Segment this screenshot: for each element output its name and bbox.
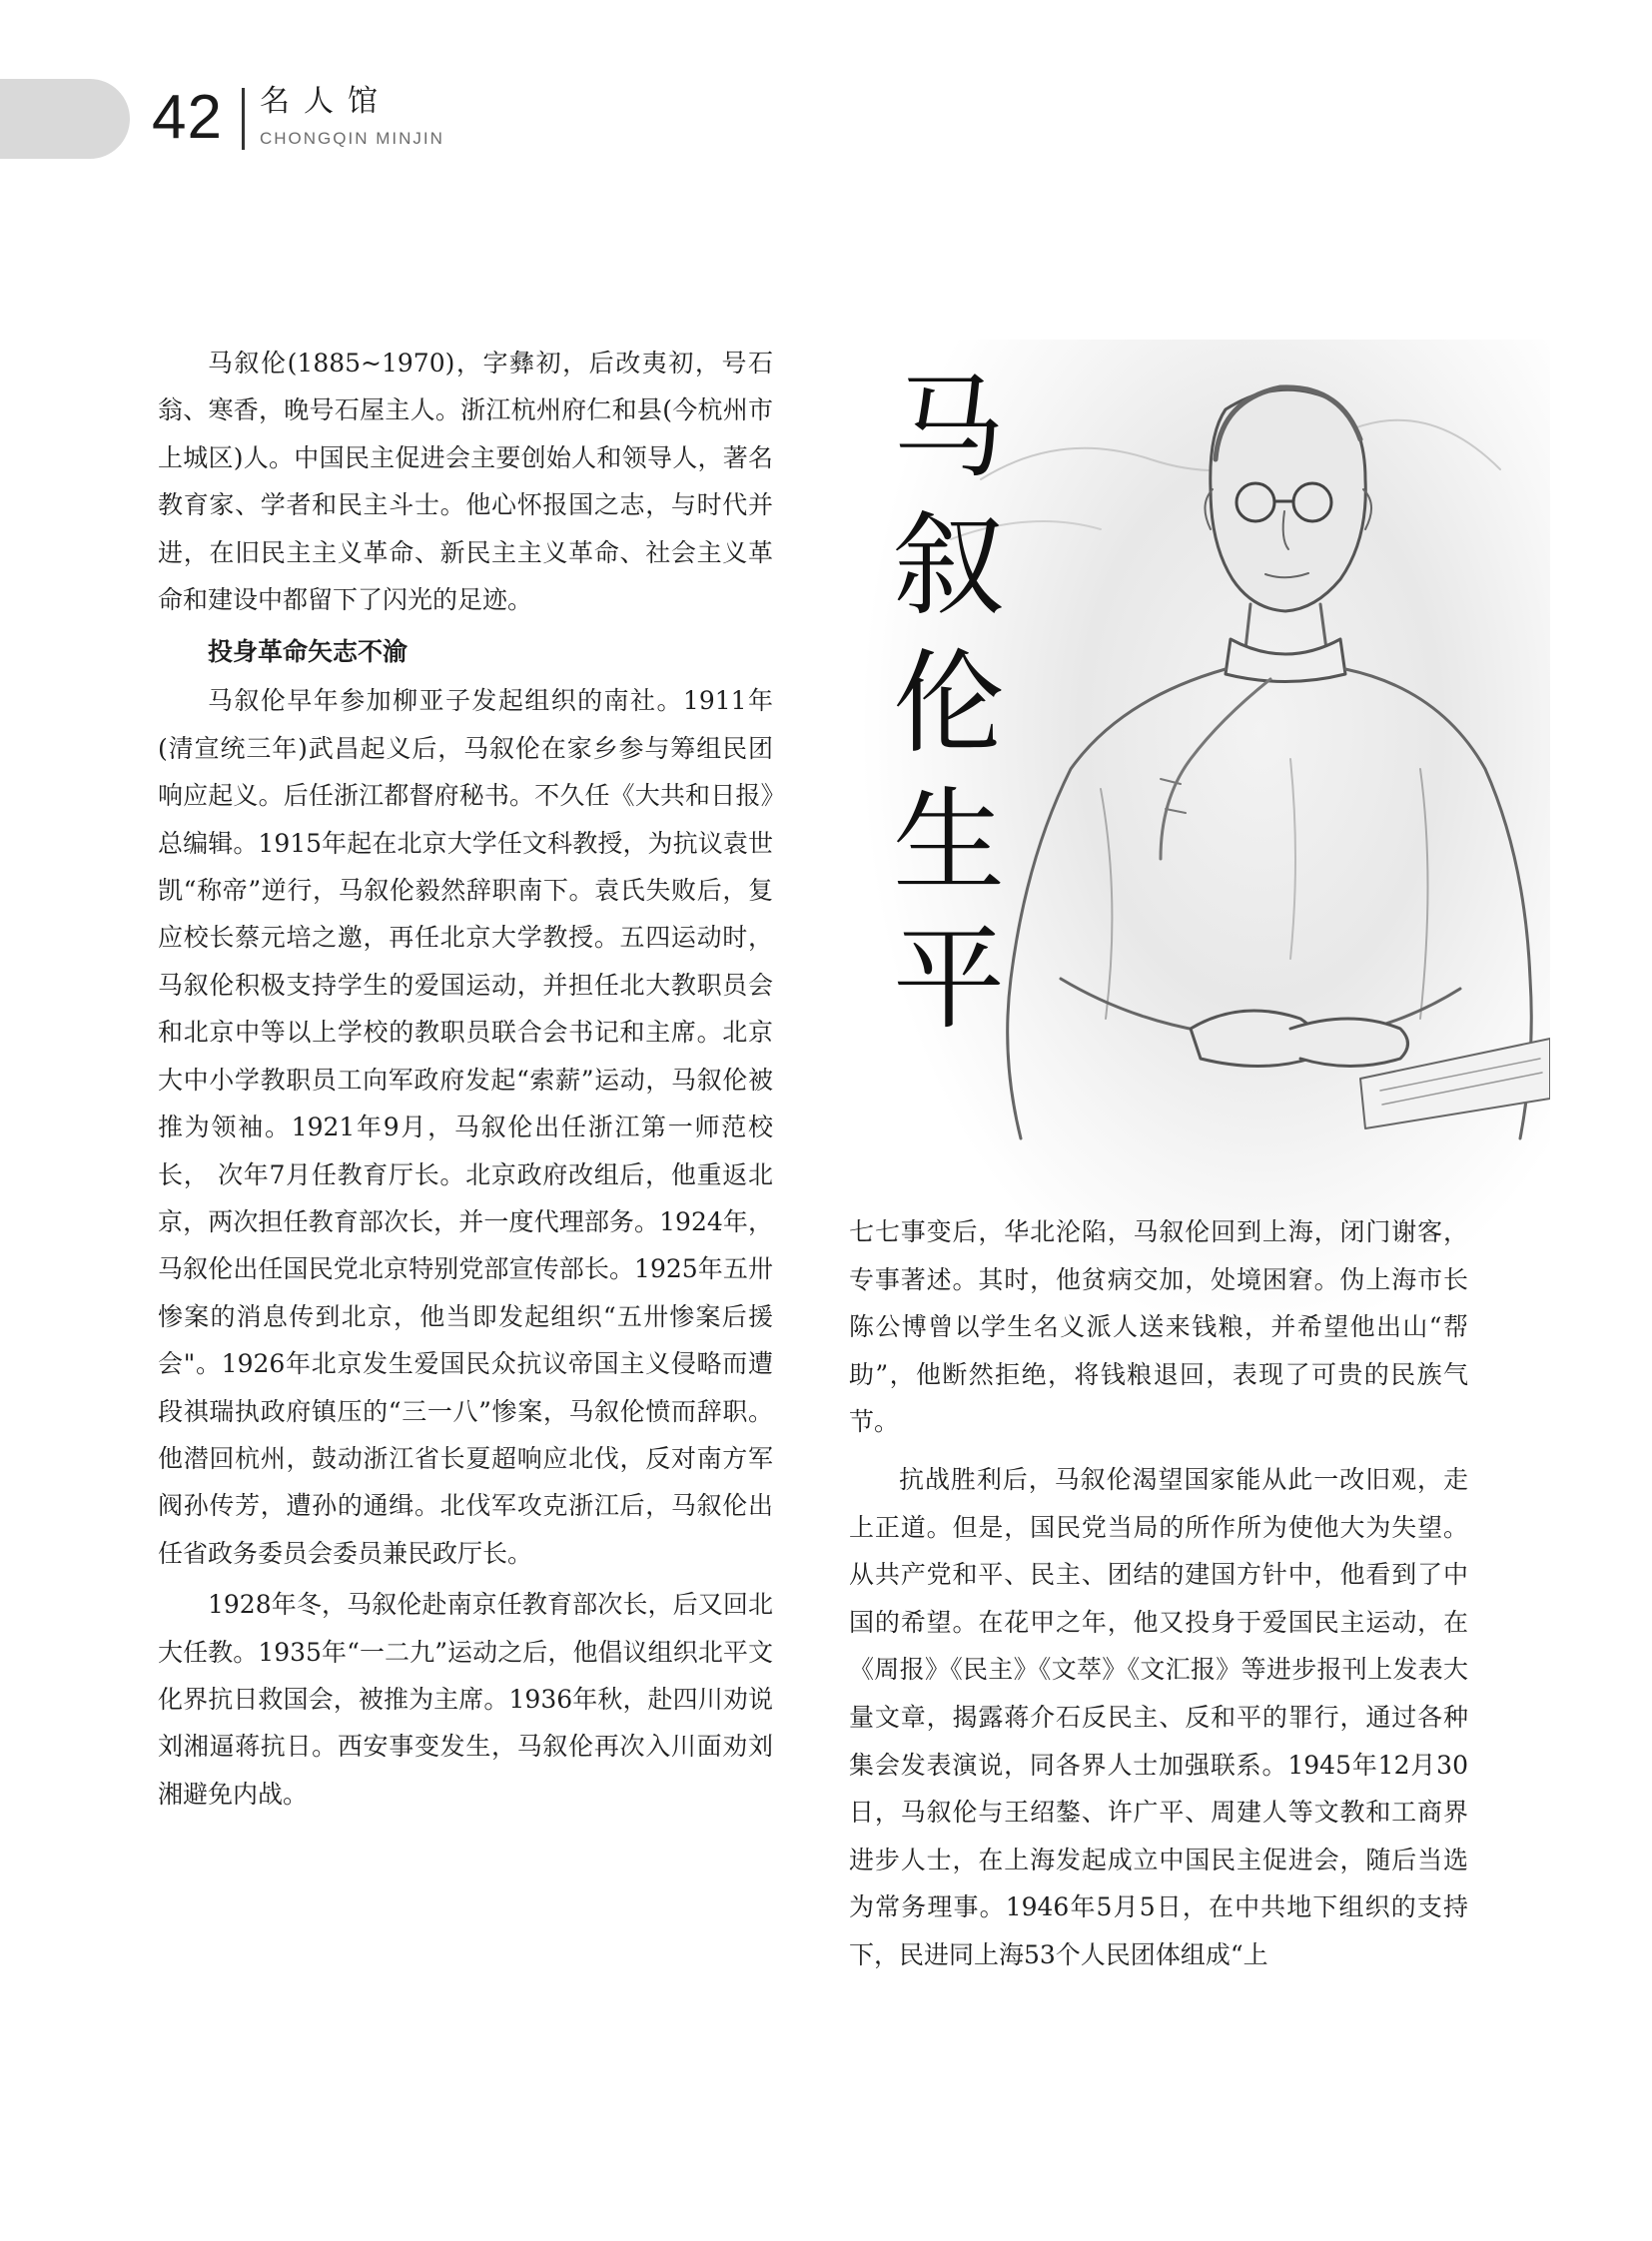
right-column <box>849 1208 1468 1979</box>
header-divider <box>242 88 245 150</box>
article-title <box>879 360 1019 1049</box>
body-paragraph: 抗战胜利后，马叙伦渴望国家能从此一改旧观，走上正道。但是，国民党当局的所作所为使他大为失望。从共产党和平、民主、团结的建国方针中，他看到了中国的希望。在花甲之年，他又投身于爱国民主运动，在《周报》《民主》《文萃》《文汇报》等进步报刊上发表大量文章，揭露蒋介石反民主、反和平的罪行，通过各种集会发表演说，同各界人士加强联系。1945年12月30日，马叙伦与王绍鏊、许广平、周建人等文教和工商界进步人士，在上海发起成立中国民主促进会，随后当选为常务理事。1946年5月5日，在中共地下组织的支持下，民进同上海53个人民团体组成“上 <box>849 1464 1468 1969</box>
title-char: 生 <box>893 777 1005 907</box>
title-char: 平 <box>893 915 1005 1045</box>
page-number: 42 <box>152 83 223 152</box>
column-name: 名人馆 <box>260 84 392 119</box>
header-tab <box>0 79 130 159</box>
body-paragraph: 马叙伦早年参加柳亚子发起组织的南社。1911年(清宣统三年)武昌起义后，马叙伦在家乡参与筹组民团响应起义。后任浙江都督府秘书。不久任《大共和日报》总编辑。1915年起在北京大学任文科教授，为抗议袁世凯“称帝”逆行，马叙伦毅然辞职南下。袁氏失败后，复应校长蔡元培之邀，再任北京大学教授。五四运动时，马叙伦积极支持学生的爱国运动，并担任北大教职员会和北京中等以上学校的教职员联合会书记和主席。北京大中小学教职员工向军政府发起“索薪”运动，马叙伦被推为领袖。1921年9月，马叙伦出任浙江第一师范校长， 次年7月任教育厅长。北京政府改组后，他重返北京，两次担任教育部次长，并一度代理部务。1924年，马叙伦出任国民党北京特别党部宣传部长。1925年五卅惨案的消息传到北京，他当即发起组织“五卅惨案后援会"。1926年北京发生爱国民众抗议帝国主义侵略而遭段祺瑞执政府镇压的“三一八”惨案，马叙伦愤而辞职。他潜回杭州，鼓动浙江省长夏超响应北伐，反对南方军阀孙传芳，遭孙的通缉。北伐军攻克浙江后，马叙伦出任省政务委员会委员兼民政厅长。 <box>158 686 774 1568</box>
body-paragraph: 1928年冬，马叙伦赴南京任教育部次长，后又回北大任教。1935年“一二九”运动之后，他倡议组织北平文化界抗日救国会，被推为主席。1936年秋，赴四川劝说刘湘逼蒋抗日。西安事变发生，马叙伦再次入川面劝刘湘避免内战。 <box>158 1590 773 1809</box>
intro-paragraph: 马叙伦(1885~1970)，字彝初，后改夷初，号石翁、寒香，晚号石屋主人。浙江杭州府仁和县(今杭州市上城区)人。中国民主促进会主要创始人和领导人，著名教育家、学者和民主斗士。他心怀报国之志，与时代并进，在旧民主主义革命、新民主主义革命、社会主义革命和建设中都留下了闪光的足迹。 <box>158 349 773 615</box>
body-paragraph: 七七事变后，华北沦陷，马叙伦回到上海，闭门谢客，专事著述。其时，他贫病交加，处境困窘。伪上海市长陈公博曾以学生名义派人送来钱粮，并希望他出山“帮助”，他断然拒绝，将钱粮退回，表现了可贵的民族气节。 <box>849 1217 1468 1437</box>
title-char: 伦 <box>893 639 1005 769</box>
title-char: 叙 <box>893 501 1005 631</box>
column-subtitle: CHONGQIN MINJIN <box>260 129 444 148</box>
left-column <box>158 340 773 1818</box>
title-char: 马 <box>893 364 1005 493</box>
section-heading: 投身革命矢志不渝 <box>208 637 409 667</box>
